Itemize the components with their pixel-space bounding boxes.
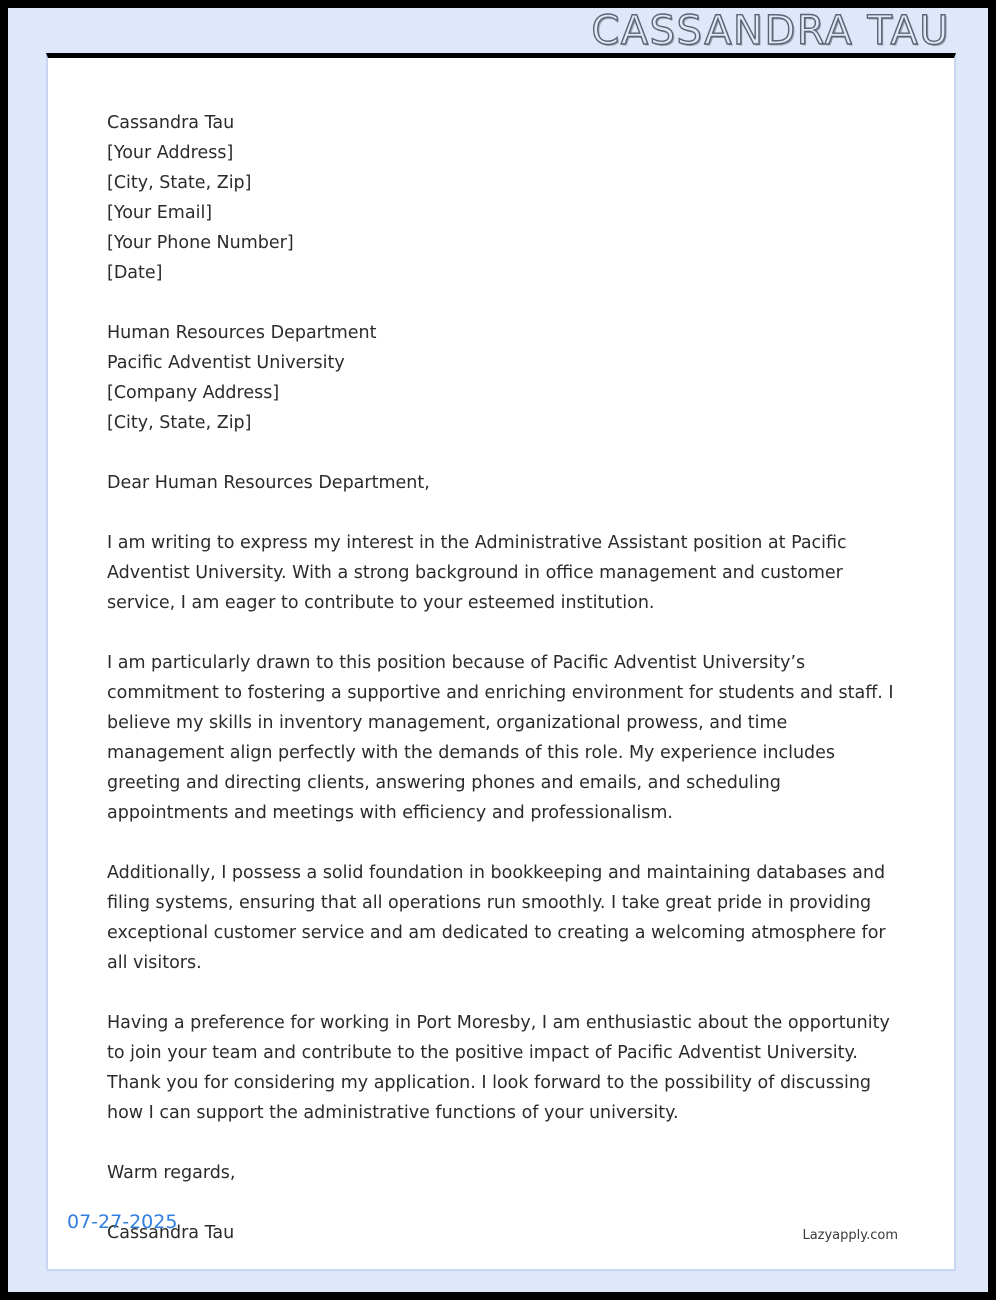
body-paragraph: Additionally, I possess a solid foundation in bookkeeping and maintaining databases and filing systems, ensuring that all operations run smoothly. I take great pride in providing exceptional customer service and am dedicated to creating a welcoming atmosphere for all visitors. bbox=[107, 863, 886, 973]
document-header-band bbox=[8, 8, 988, 53]
sender-line: Cassandra Tau bbox=[107, 113, 235, 133]
body-paragraph: I am particularly drawn to this position because of Pacific Adventist University’s commitment to fostering a supportive and enriching environment for students and staff. I believe my skills in inventory management, organizational prowess, and time management align perfectly with the demands of this role. My experience includes greeting and directing clients, answering phones and emails, and scheduling appointments and meetings with efficiency and professionalism. bbox=[107, 653, 894, 823]
sender-line: [Your Address] bbox=[107, 143, 234, 163]
recipient-line: [Company Address] bbox=[107, 383, 280, 403]
block-spacer bbox=[107, 438, 907, 468]
block-spacer bbox=[107, 498, 907, 528]
letter-page bbox=[46, 53, 956, 1271]
footer-watermark: Lazyapply.com bbox=[802, 1228, 898, 1243]
body-paragraph: Having a preference for working in Port Moresby, I am enthusiastic about the opportunity to join your team and contribute to the positive impact of Pacific Adventist University. Thank you for considering my application. I look forward to the possibility of discussing how I can support the administrative functions of your university. bbox=[107, 1013, 890, 1123]
recipient-address-block bbox=[107, 318, 907, 438]
recipient-line: Human Resources Department bbox=[107, 323, 377, 343]
valediction: Warm regards, bbox=[107, 1163, 236, 1183]
salutation bbox=[107, 468, 907, 498]
block-spacer bbox=[107, 1188, 907, 1218]
page-title: CASSANDRA TAU bbox=[591, 8, 950, 54]
sender-line: [Your Phone Number] bbox=[107, 233, 294, 253]
sender-line: [Your Email] bbox=[107, 203, 213, 223]
document-canvas bbox=[8, 8, 988, 1292]
body-paragraph: I am writing to express my interest in the Administrative Assistant position at Pacific Adventist University. With a strong background in office management and customer service, I am eager to contribute to your esteemed institution. bbox=[107, 533, 847, 613]
closing-block bbox=[107, 1158, 907, 1248]
letter-content bbox=[107, 108, 907, 1248]
recipient-line: [City, State, Zip] bbox=[107, 413, 252, 433]
recipient-line: Pacific Adventist University bbox=[107, 353, 345, 373]
date-stamp: 07-27-2025 bbox=[67, 1211, 178, 1233]
salutation-line: Dear Human Resources Department, bbox=[107, 473, 430, 493]
signature-name: Cassandra Tau bbox=[107, 1223, 235, 1243]
block-spacer bbox=[107, 288, 907, 318]
sender-line: [City, State, Zip] bbox=[107, 173, 252, 193]
sender-line: [Date] bbox=[107, 263, 163, 283]
sender-address-block bbox=[107, 108, 907, 288]
